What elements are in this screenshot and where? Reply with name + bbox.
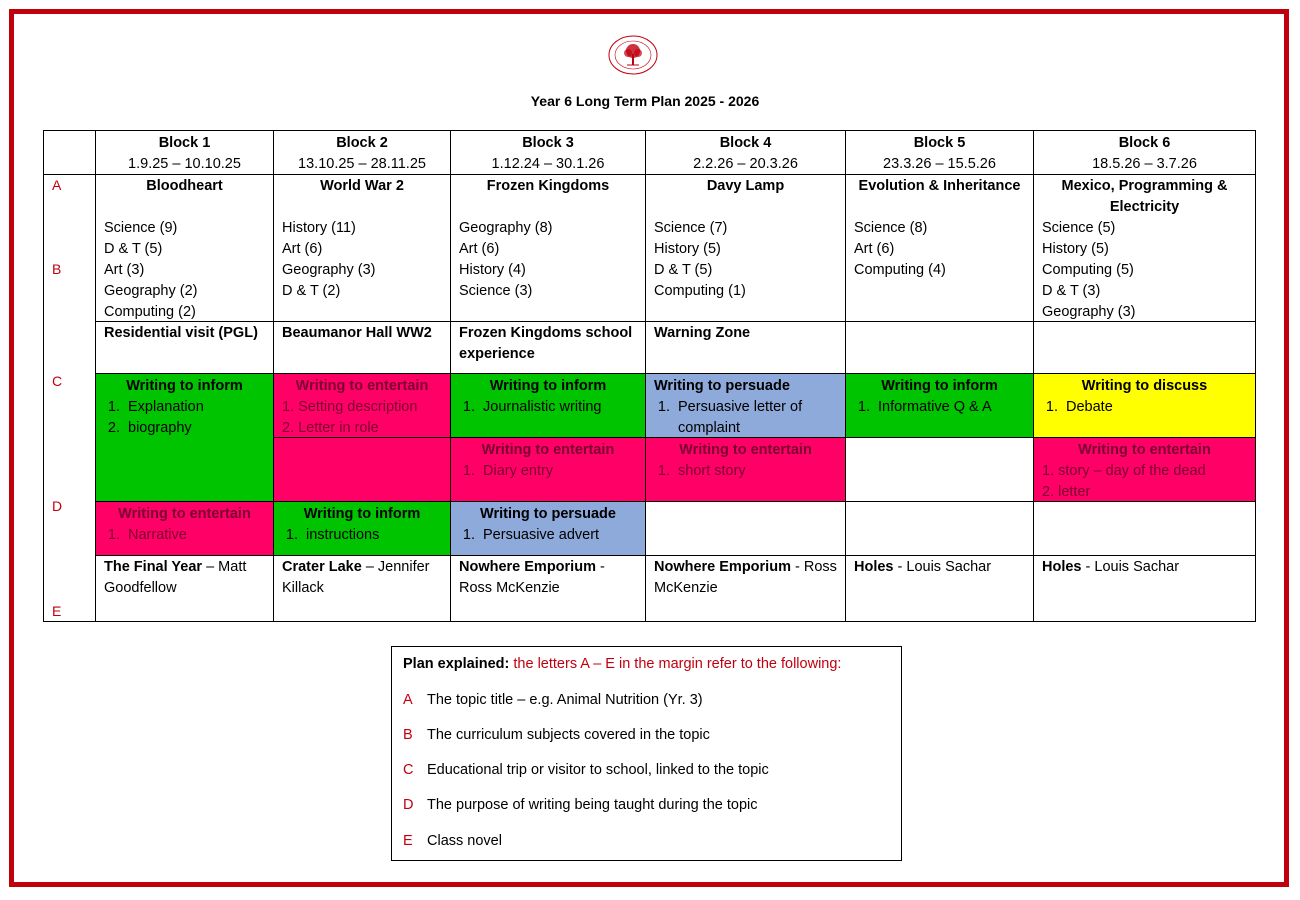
- block-1-subject: Science (9): [104, 220, 178, 236]
- legend-key: E: [403, 833, 413, 849]
- writing-heading: Writing to discuss: [1081, 378, 1208, 394]
- writing-heading: Writing to entertain: [118, 506, 251, 522]
- writing-item: 1. Debate: [1062, 397, 1247, 418]
- block-2-trip: Beaumanor Hall WW2: [273, 321, 451, 374]
- block-3-subject: History (4): [459, 262, 526, 278]
- block-6-subject: History (5): [1042, 241, 1109, 257]
- margin-letter-c: C: [52, 373, 63, 389]
- block-3-subject: Science (3): [459, 283, 533, 299]
- block-3-subject: Art (6): [459, 241, 500, 257]
- block-2-writing-empty: [273, 437, 451, 502]
- block-3-writing-persuade: [450, 501, 646, 556]
- block-6-subject: Computing (5): [1042, 262, 1134, 278]
- novel-title: The Final Year: [104, 559, 203, 575]
- block-4-header: [645, 130, 846, 175]
- writing-item: 1. Journalistic writing: [479, 397, 637, 418]
- margin-letter-d: D: [52, 498, 63, 514]
- novel-title: Nowhere Emporium: [654, 559, 791, 575]
- block-5-subject: Computing (4): [854, 262, 946, 278]
- writing-item: 2. Letter in role: [282, 420, 379, 436]
- block-4-subject: D & T (5): [654, 262, 713, 278]
- block-4-trip: Warning Zone: [645, 321, 846, 374]
- block-2-header: [273, 130, 451, 175]
- block-2-dates: 13.10.25 – 28.11.25: [298, 156, 426, 172]
- margin-column: [43, 174, 96, 622]
- legend-text: The curriculum subjects covered in the topic: [427, 727, 710, 743]
- block-5-subject: Science (8): [854, 220, 928, 236]
- block-1-subject: Computing (2): [104, 304, 196, 320]
- block-3-topic-cell: [450, 174, 646, 322]
- writing-item: 1. story – day of the dead: [1042, 463, 1206, 479]
- block-4-writing-empty: [645, 501, 846, 556]
- legend-intro: the letters A – E in the margin refer to the following:: [509, 656, 842, 672]
- block-3-label: Block 3: [522, 135, 574, 151]
- block-4-dates: 2.2.26 – 20.3.26: [693, 156, 798, 172]
- block-2-subject: Art (6): [282, 241, 323, 257]
- block-6-subject: Science (5): [1042, 220, 1116, 236]
- writing-item: 1. short story: [674, 461, 837, 482]
- block-1-topic-cell: [95, 174, 274, 322]
- page-title: Year 6 Long Term Plan 2025 - 2026: [530, 93, 760, 109]
- writing-item: 1. Persuasive letter of complaint: [674, 397, 837, 438]
- block-2-writing-entertain: [273, 373, 451, 438]
- block-4-subject: Computing (1): [654, 283, 746, 299]
- legend-text: Class novel: [427, 833, 502, 849]
- novel-author: - Ross McKenzie: [459, 559, 605, 596]
- novel-author: - Louis Sachar: [893, 559, 992, 575]
- novel-title: Holes: [854, 559, 894, 575]
- writing-heading: Writing to entertain: [295, 378, 429, 394]
- block-1-subject: Art (3): [104, 262, 145, 278]
- writing-heading: Writing to persuade: [654, 378, 790, 394]
- writing-heading: Writing to persuade: [480, 506, 616, 522]
- block-4-topic: Davy Lamp: [706, 178, 785, 194]
- margin-letter-a: A: [52, 177, 62, 193]
- block-6-label: Block 6: [1118, 135, 1171, 151]
- writing-heading: Writing to inform: [881, 378, 998, 394]
- block-6-trip: [1033, 321, 1256, 374]
- block-5-header: [845, 130, 1034, 175]
- block-1-writing-entertain: [95, 501, 274, 556]
- writing-heading: Writing to inform: [303, 506, 421, 522]
- legend-row-c: [403, 762, 769, 778]
- block-4-writing-entertain: [645, 437, 846, 502]
- block-4-topic-cell: [645, 174, 846, 322]
- legend-text: The purpose of writing being taught during the topic: [427, 797, 758, 813]
- novel-author: – Jennifer Killack: [282, 559, 430, 596]
- writing-item: 2. letter: [1042, 484, 1091, 500]
- novel-title: Crater Lake: [282, 559, 362, 575]
- novel-author: - Louis Sachar: [1081, 559, 1180, 575]
- block-6-writing-empty: [1033, 501, 1256, 556]
- legend-key: D: [403, 797, 414, 813]
- block-5-subject: Art (6): [854, 241, 895, 257]
- block-5-label: Block 5: [913, 135, 966, 151]
- writing-heading: Writing to inform: [489, 378, 607, 394]
- writing-heading: Writing to entertain: [481, 442, 615, 458]
- block-1-dates: 1.9.25 – 10.10.25: [128, 156, 241, 172]
- block-6-writing-discuss: [1033, 373, 1256, 438]
- writing-item: 1. Setting description: [282, 399, 418, 415]
- block-3-header: [450, 130, 646, 175]
- block-1-subject: D & T (5): [104, 241, 163, 257]
- school-logo: [607, 34, 659, 76]
- margin-letter-b: B: [52, 261, 62, 277]
- corner-cell: [43, 130, 96, 175]
- block-2-subject: Geography (3): [282, 262, 376, 278]
- block-4-novel: [645, 555, 846, 622]
- legend-text: Educational trip or visitor to school, linked to the topic: [427, 762, 769, 778]
- block-6-subject: D & T (3): [1042, 283, 1101, 299]
- writing-item: 1. Narrative: [124, 525, 265, 546]
- legend-key: A: [403, 692, 413, 708]
- block-6-novel: [1033, 555, 1256, 622]
- block-6-topic: Mexico, Programming & Electricity: [1061, 178, 1228, 215]
- block-2-topic: World War 2: [320, 178, 404, 194]
- block-3-subject: Geography (8): [459, 220, 553, 236]
- block-6-header: [1033, 130, 1256, 175]
- novel-author: - Ross McKenzie: [654, 559, 837, 596]
- block-3-writing-entertain: [450, 437, 646, 502]
- legend-key: B: [403, 727, 413, 743]
- writing-heading: Writing to inform: [126, 378, 243, 394]
- block-3-novel: [450, 555, 646, 622]
- block-2-writing-inform: [273, 501, 451, 556]
- block-2-topic-cell: [273, 174, 451, 322]
- writing-item: 2. biography: [124, 418, 265, 439]
- block-5-writing-empty-2: [845, 501, 1034, 556]
- legend-label: Plan explained:: [403, 656, 510, 672]
- block-3-trip: Frozen Kingdoms school experience: [450, 321, 646, 374]
- block-1-writing-inform: [95, 373, 274, 502]
- block-1-topic: Bloodheart: [146, 178, 223, 194]
- writing-heading: Writing to entertain: [1078, 442, 1211, 458]
- legend-title: [403, 656, 841, 672]
- legend-row-b: [403, 727, 710, 743]
- block-5-novel: [845, 555, 1034, 622]
- block-6-topic-cell: [1033, 174, 1256, 322]
- novel-author: – Matt Goodfellow: [104, 559, 247, 596]
- block-5-dates: 23.3.26 – 15.5.26: [883, 156, 996, 172]
- block-4-writing-persuade: [645, 373, 846, 438]
- block-5-topic: Evolution & Inheritance: [858, 178, 1021, 194]
- block-4-label: Block 4: [719, 135, 772, 151]
- novel-title: Holes: [1042, 559, 1082, 575]
- block-4-subject: Science (7): [654, 220, 728, 236]
- block-1-label: Block 1: [158, 135, 211, 151]
- block-6-dates: 18.5.26 – 3.7.26: [1092, 156, 1197, 172]
- block-3-topic: Frozen Kingdoms: [486, 178, 610, 194]
- block-2-novel: [273, 555, 451, 622]
- block-3-writing-inform: [450, 373, 646, 438]
- legend-text: The topic title – e.g. Animal Nutrition (Yr. 3): [427, 692, 703, 708]
- block-1-subject: Geography (2): [104, 283, 198, 299]
- block-1-novel: [95, 555, 274, 622]
- legend-row-d: [403, 797, 758, 813]
- block-5-writing-inform: [845, 373, 1034, 438]
- block-5-writing-empty: [845, 437, 1034, 502]
- legend-key: C: [403, 762, 414, 778]
- plan-legend: [391, 646, 902, 861]
- block-3-dates: 1.12.24 – 30.1.26: [491, 156, 605, 172]
- writing-heading: Writing to entertain: [679, 442, 812, 458]
- margin-letter-e: E: [52, 603, 62, 619]
- writing-item: 1. Informative Q & A: [874, 397, 1025, 418]
- block-2-label: Block 2: [336, 135, 388, 151]
- block-6-subject: Geography (3): [1042, 304, 1136, 320]
- block-6-writing-entertain: [1033, 437, 1256, 502]
- novel-title: Nowhere Emporium: [459, 559, 596, 575]
- writing-item: 1. Diary entry: [479, 461, 637, 482]
- block-4-subject: History (5): [654, 241, 721, 257]
- writing-item: 1. instructions: [302, 525, 442, 546]
- block-5-topic-cell: [845, 174, 1034, 322]
- legend-row-e: [403, 833, 502, 849]
- block-5-trip: [845, 321, 1034, 374]
- block-2-subject: D & T (2): [282, 283, 341, 299]
- block-1-trip: Residential visit (PGL): [95, 321, 274, 374]
- writing-item: 1. Persuasive advert: [479, 525, 637, 546]
- block-1-header: [95, 130, 274, 175]
- legend-row-a: [403, 692, 703, 708]
- block-2-subject: History (11): [282, 220, 356, 236]
- writing-item: 1. Explanation: [124, 397, 265, 418]
